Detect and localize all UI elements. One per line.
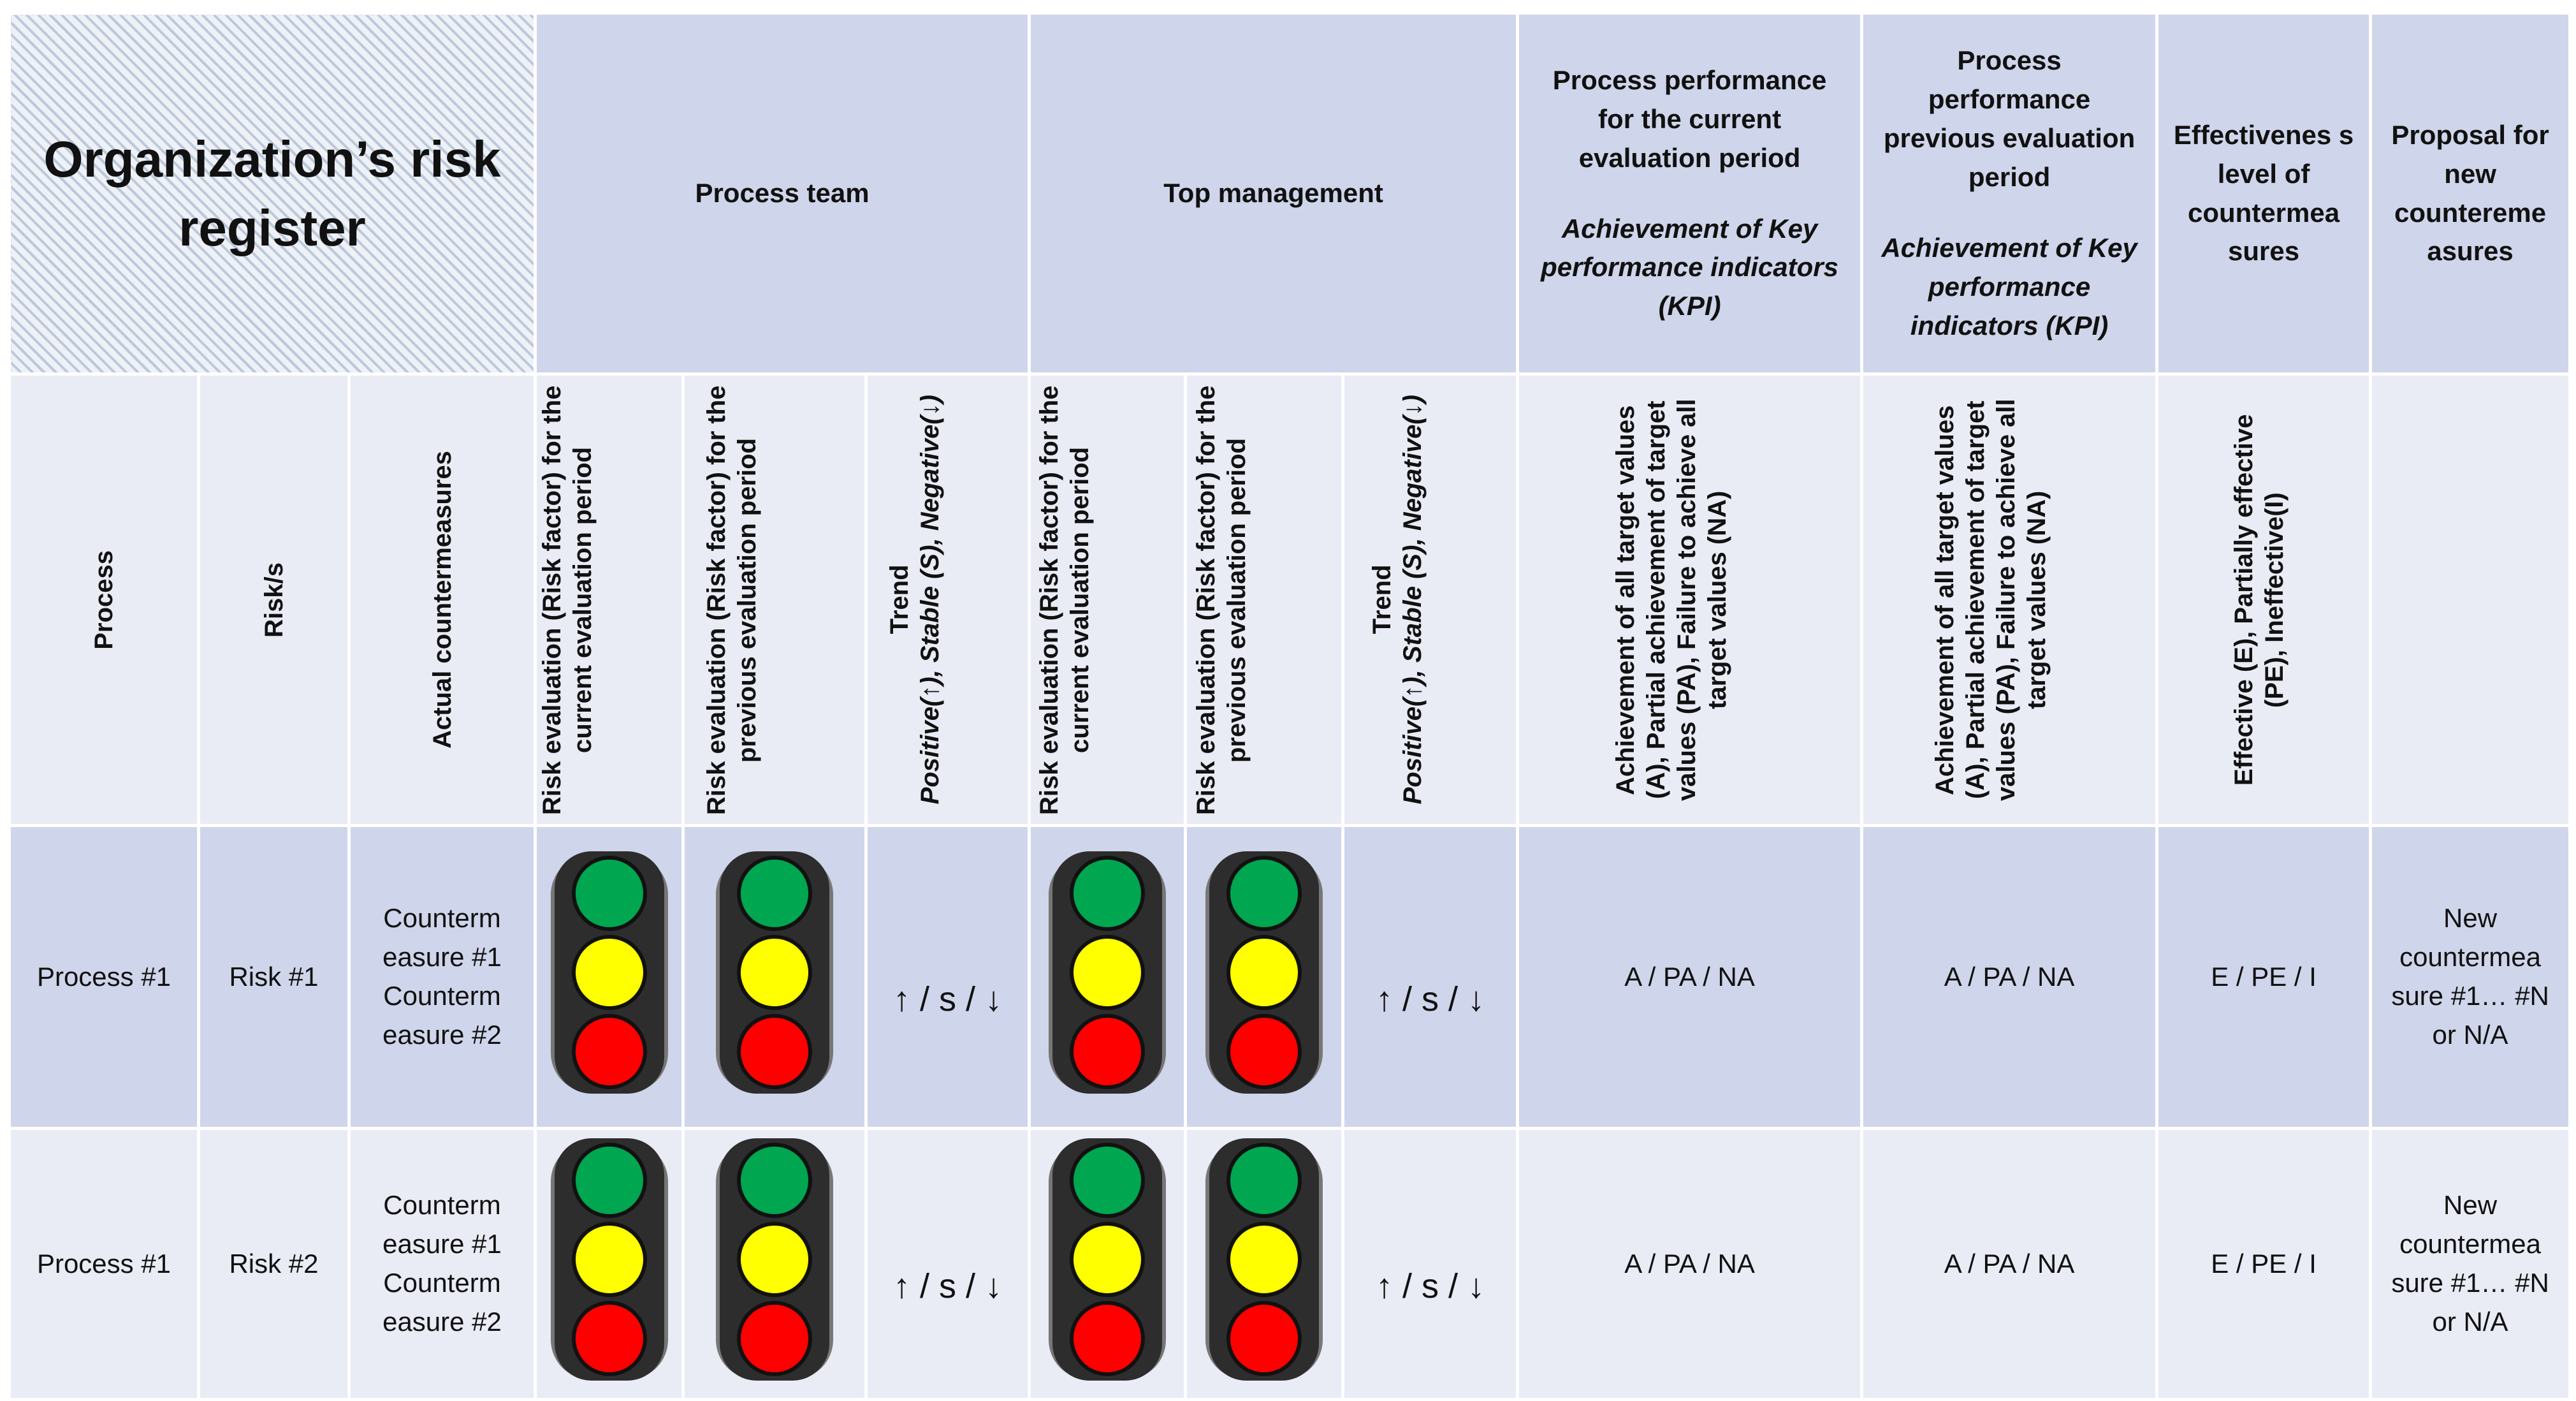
cell-tm-light-previous [1186,1129,1343,1400]
group-top-management [1030,13,1518,374]
group-effectiveness [2157,13,2371,374]
perf-current-label: Process performance for the current evaluation period [1552,64,1827,173]
perf-previous-kpi-label: Achievement of Key performance indicators (KPI) [1881,232,2137,341]
perf-current-kpi-label: Achievement of Key performance indicators (KPI) [1541,213,1838,321]
tm-trend-label: Trend [1367,565,1396,634]
cell-effectiveness: E / PE / I [2211,962,2317,992]
group-top-management-label: Top management [1163,178,1383,209]
cell-proposal: New countermea sure #1… #N or N/A [2391,1190,2549,1337]
traffic-light-icon [711,851,838,1103]
cell-tm-light-current [1030,826,1186,1129]
traffic-light-icon [546,1138,673,1390]
col-pt-risk-eval-previous [683,374,866,826]
col-kpi-current [1518,374,1862,826]
cell-kpi-previous: A / PA / NA [1944,1249,2075,1279]
cell-tm-trend: ↑ / s / ↓ [1376,1267,1485,1305]
col-process [10,374,199,826]
group-proposal [2371,13,2570,374]
group-process-team [535,13,1030,374]
col-pt-trend [866,374,1030,826]
cell-kpi-current: A / PA / NA [1624,962,1755,992]
col-tm-risk-eval-current [1030,374,1186,826]
cell-process: Process #1 [36,1248,171,1279]
col-process-label: Process [90,550,118,650]
cell-tm-light-current [1030,1129,1186,1400]
traffic-light-icon [1200,1138,1328,1390]
cell-pt-light-previous [683,1129,866,1400]
pt-risk-eval-previous-label: Risk evaluation (Risk factor) for the previous evaluation period [702,385,762,815]
cell-pt-trend: ↑ / s / ↓ [893,980,1003,1018]
traffic-light-icon [1200,851,1328,1103]
traffic-light-icon [711,1138,838,1390]
col-countermeasures-label: Actual countermeasures [428,451,456,749]
cell-pt-light-current [535,826,683,1129]
col-effectiveness [2157,374,2371,826]
cell-tm-light-previous [1186,826,1343,1129]
traffic-light-icon [1044,851,1171,1103]
cell-tm-trend: ↑ / s / ↓ [1376,980,1485,1018]
col-tm-trend [1343,374,1518,826]
proposal-label: Proposal for new countereme asures [2391,119,2549,267]
col-tm-risk-eval-previous [1186,374,1343,826]
group-perf-current [1518,13,1862,374]
group-perf-previous [1862,13,2157,374]
pt-trend-label: Trend [885,565,913,634]
kpi-current-legend: Achievement of all target values (A), Partial achievement of target values (PA), Failure to achieve all target values (NA) [1611,399,1731,801]
table-row [10,1129,2570,1400]
pt-risk-eval-current-label: Risk evaluation (Risk factor) for the current evaluation period [538,385,597,815]
table-row [10,826,2570,1129]
col-risks [199,374,349,826]
cell-countermeasures: Counterm easure #1 Counterm easure #2 [382,903,502,1050]
cell-countermeasures: Counterm easure #1 Counterm easure #2 [382,1190,502,1337]
cell-kpi-current: A / PA / NA [1624,1249,1755,1279]
tm-risk-eval-previous-label: Risk evaluation (Risk factor) for the previous evaluation period [1192,385,1251,815]
pt-trend-legend: Positive(↑), Stable (S), Negative(↓) [915,395,944,805]
traffic-light-icon [1044,1138,1171,1390]
col-actual-countermeasures [349,374,535,826]
cell-effectiveness: E / PE / I [2211,1249,2317,1279]
kpi-previous-legend: Achievement of all target values (A), Partial achievement of target values (PA), Failure to achieve all target values (NA) [1931,399,2051,801]
group-process-team-label: Process team [695,178,870,209]
tm-trend-legend: Positive(↑), Stable (S), Negative(↓) [1398,395,1427,805]
risk-register-table [8,11,2572,1401]
effectiveness-label: Effectivenes s level of countermea sures [2173,119,2354,267]
cell-pt-trend: ↑ / s / ↓ [893,1267,1003,1305]
cell-proposal: New countermea sure #1… #N or N/A [2391,903,2549,1050]
col-kpi-previous [1862,374,2157,826]
col-risks-label: Risk/s [259,562,288,638]
cell-kpi-previous: A / PA / NA [1944,962,2075,992]
cell-pt-light-current [535,1129,683,1400]
cell-pt-light-previous [683,826,866,1129]
register-title: Organization’s risk register [43,130,501,256]
traffic-light-icon [546,851,673,1103]
effectiveness-legend: Effective (E), Partially effective (PE), Ineffective(I) [2230,414,2289,786]
perf-previous-label: Process performance previous evaluation period [1883,45,2136,193]
register-title-cell [10,13,535,374]
cell-risk: Risk #1 [229,961,319,992]
col-proposal [2371,374,2570,826]
cell-process: Process #1 [36,961,171,992]
cell-risk: Risk #2 [229,1248,319,1279]
tm-risk-eval-current-label: Risk evaluation (Risk factor) for the current evaluation period [1035,385,1095,815]
col-pt-risk-eval-current [535,374,683,826]
